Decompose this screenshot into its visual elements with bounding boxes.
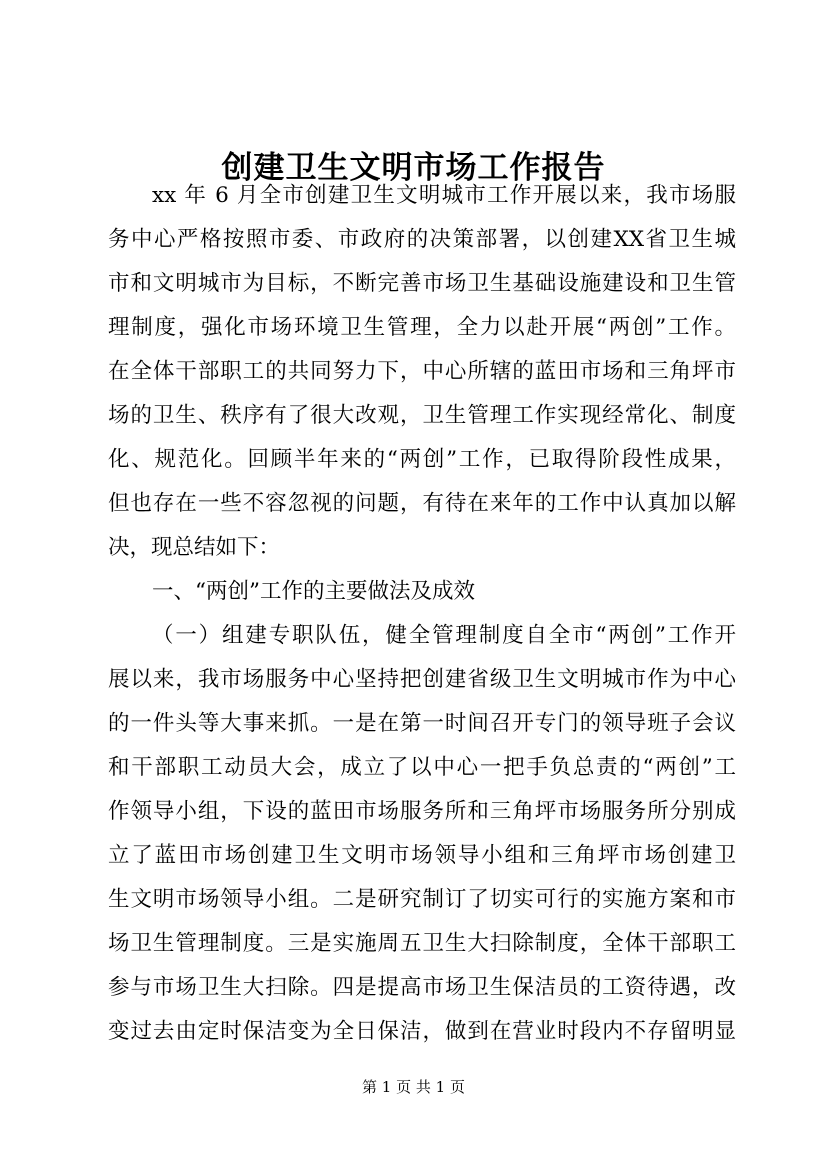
text-line: 市和文明城市为目标，不断完善市场卫生基础设施建设和卫生管: [108, 271, 736, 296]
text-line: 场的卫生、秩序有了很大改观，卫生管理工作实现经常化、制度: [108, 403, 736, 428]
text-line: （一）组建专职队伍，健全管理制度自全市“两创”工作开: [152, 623, 736, 648]
text-line: 场卫生管理制度。三是实施周五卫生大扫除制度，全体干部职工: [108, 931, 736, 956]
text-line: 展以来，我市场服务中心坚持把创建省级卫生文明城市作为中心: [108, 667, 736, 692]
section-heading: 一、“两创”工作的主要做法及成效: [152, 579, 475, 604]
text-line: 生文明市场领导小组。二是研究制订了切实可行的实施方案和市: [108, 887, 736, 912]
text-line: 决，现总结如下：: [108, 535, 281, 560]
text-line: 理制度，强化市场环境卫生管理，全力以赴开展“两创”工作。: [108, 315, 736, 340]
text-line: 立了蓝田市场创建卫生文明市场领导小组和三角坪市场创建卫: [108, 843, 736, 868]
document-title: 创建卫生文明市场工作报告: [221, 150, 606, 186]
text-line: 和干部职工动员大会，成立了以中心一把手负总责的“两创”工: [108, 755, 736, 780]
page-number-footer: 第 1 页 共 1 页: [362, 1078, 465, 1096]
text-line: 的一件头等大事来抓。一是在第一时间召开专门的领导班子会议: [108, 711, 736, 736]
text-line: 变过去由定时保洁变为全日保洁，做到在营业时段内不存留明显: [108, 1019, 736, 1044]
text-line: 但也存在一些不容忽视的问题，有待在来年的工作中认真加以解: [108, 491, 736, 516]
text-line: 在全体干部职工的共同努力下，中心所辖的蓝田市场和三角坪市: [108, 359, 736, 384]
text-line: xx 年 6 月全市创建卫生文明城市工作开展以来，我市场服: [152, 183, 736, 208]
text-line: 化、规范化。回顾半年来的“两创”工作，已取得阶段性成果，: [108, 447, 736, 472]
text-line: 作领导小组，下设的蓝田市场服务所和三角坪市场服务所分别成: [108, 799, 736, 824]
text-line: 务中心严格按照市委、市政府的决策部署，以创建XX省卫生城: [108, 227, 736, 252]
text-line: 参与市场卫生大扫除。四是提高市场卫生保洁员的工资待遇，改: [108, 975, 736, 1000]
